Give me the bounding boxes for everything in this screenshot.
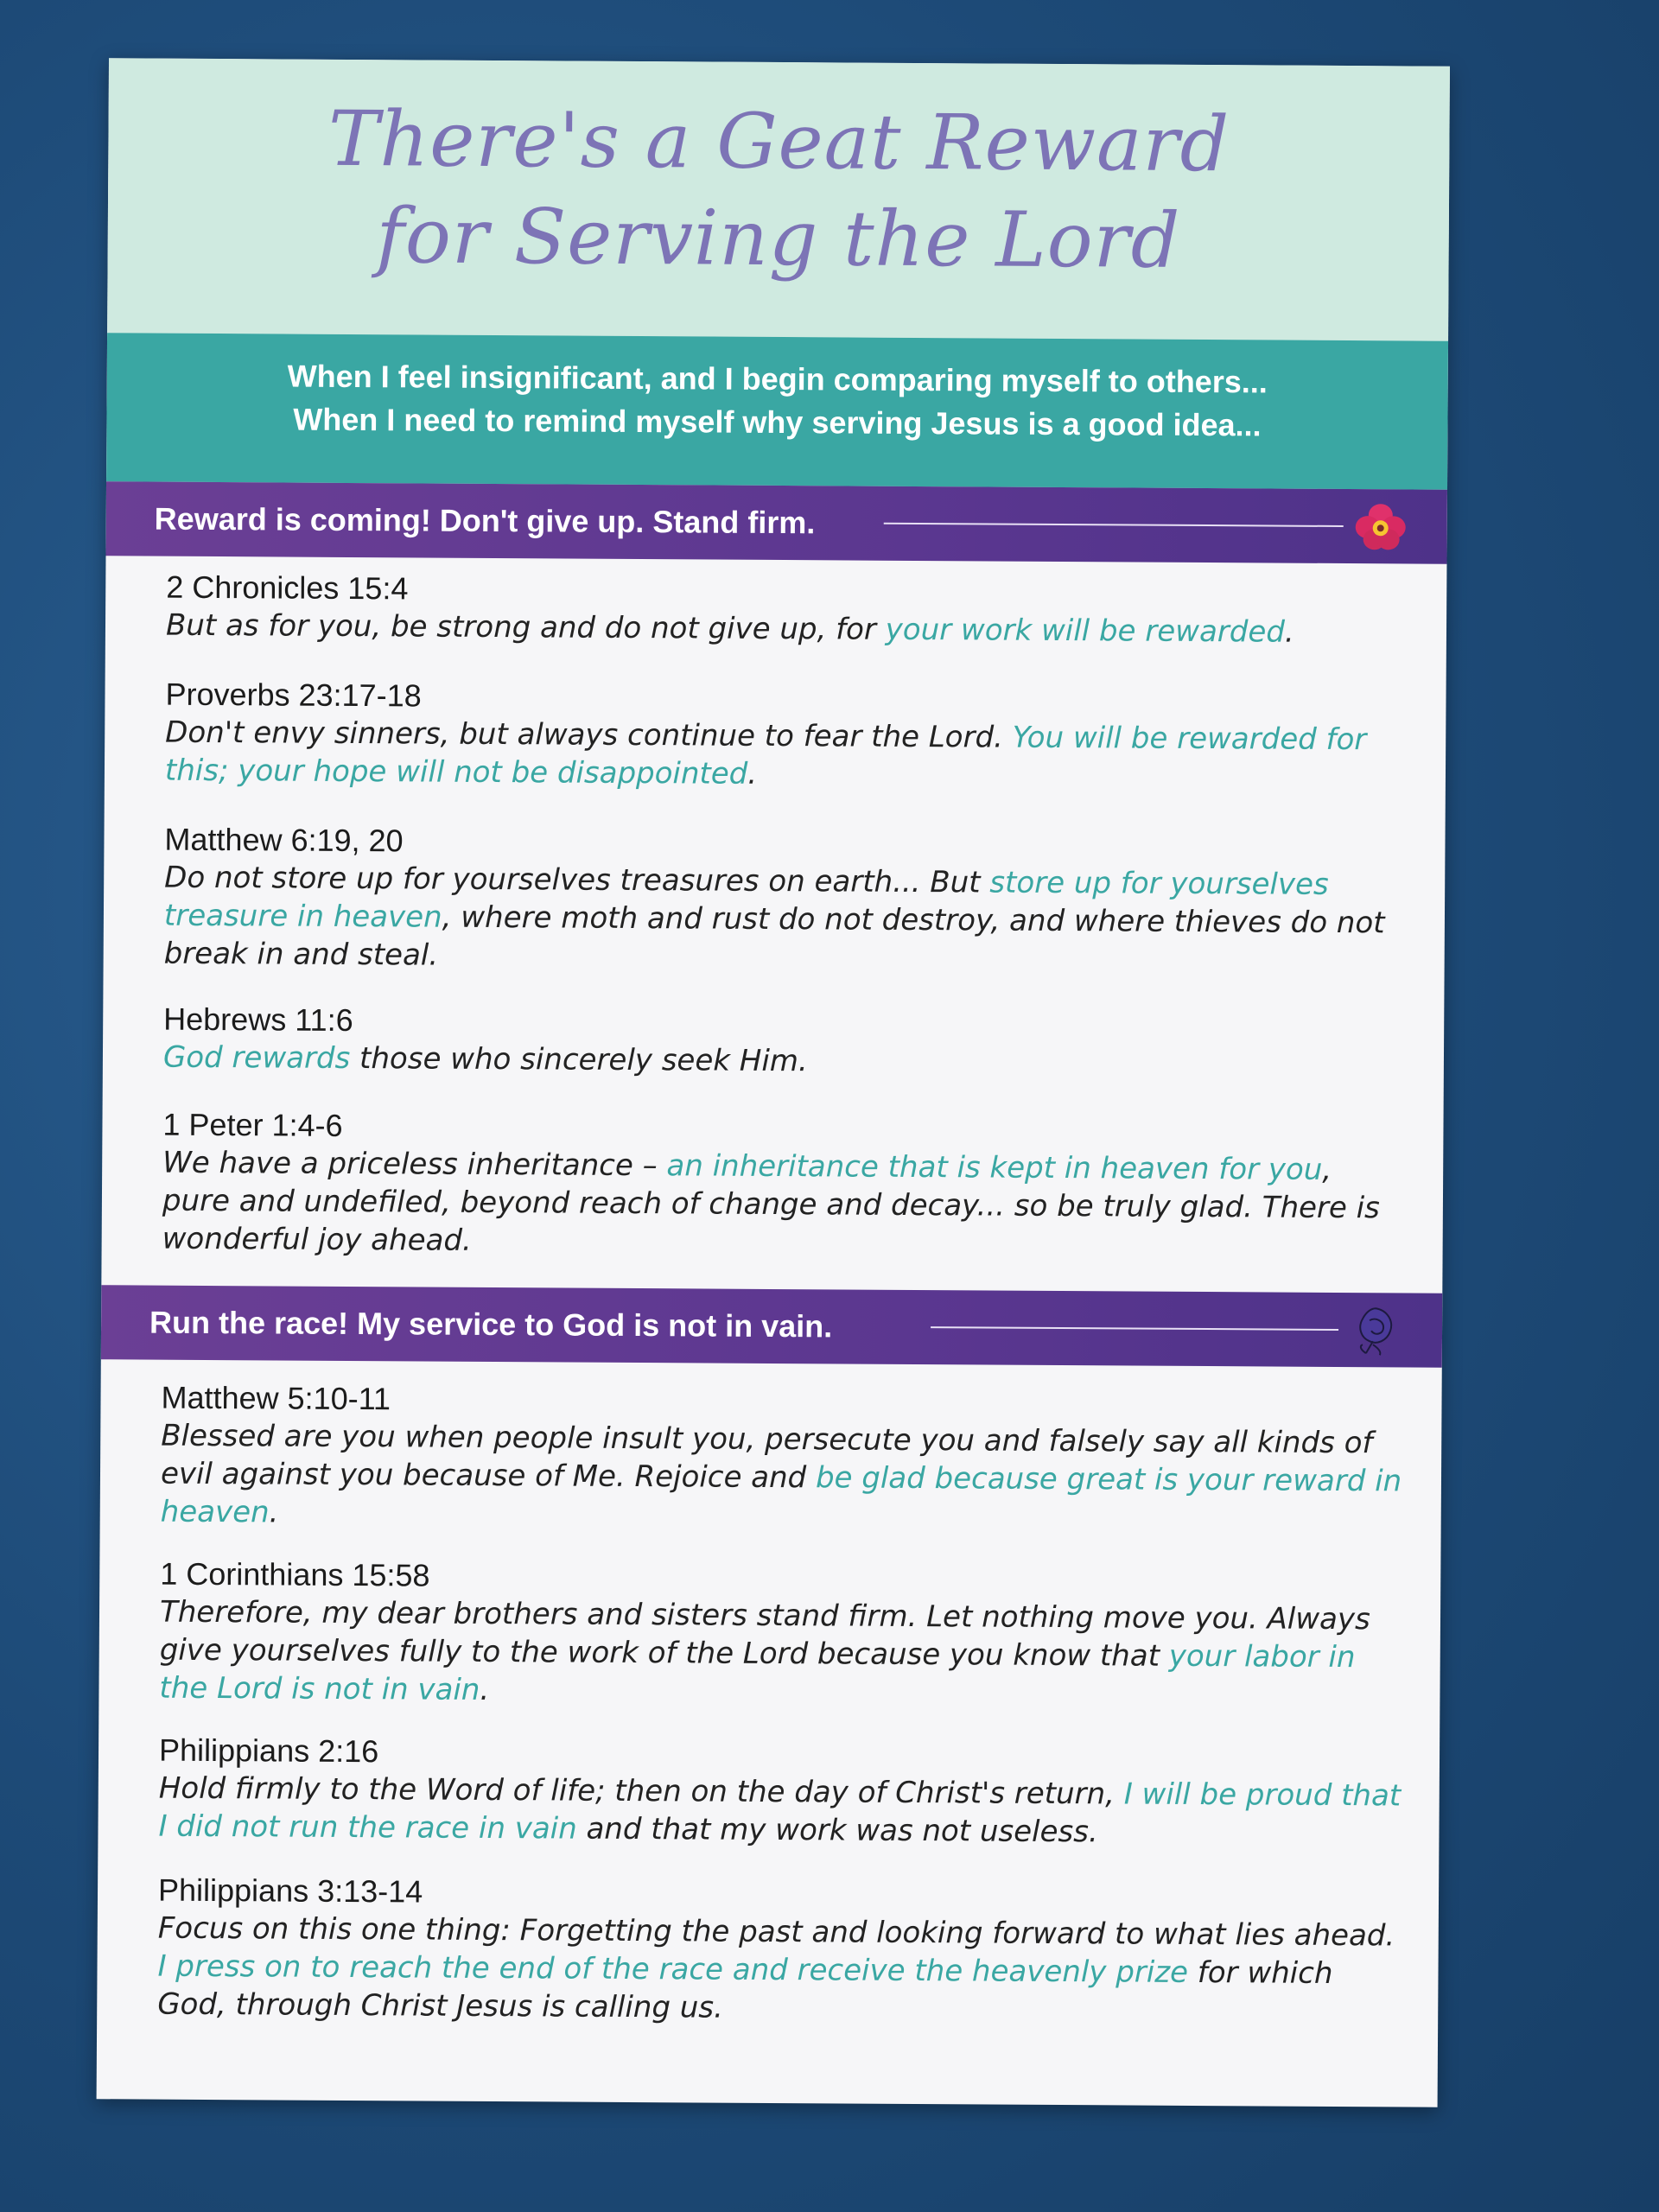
subtitle bbox=[106, 353, 1448, 448]
verse-reference: Proverbs 23:17-18 bbox=[165, 676, 422, 714]
verse-block bbox=[163, 1001, 1408, 1084]
verse-reference: Hebrews 11:6 bbox=[163, 1001, 353, 1039]
verse-reference: Matthew 6:19, 20 bbox=[164, 821, 404, 859]
section-1-verses bbox=[105, 568, 1446, 1258]
verse-reference: Matthew 5:10-11 bbox=[161, 1379, 391, 1417]
rose-icon bbox=[1347, 1301, 1404, 1358]
verse-block bbox=[161, 1379, 1406, 1539]
verse-reference: 1 Corinthians 15:58 bbox=[160, 1555, 430, 1593]
verse-reference: Philippians 2:16 bbox=[158, 1732, 379, 1770]
title-line-1: There's a Geat Reward bbox=[327, 93, 1230, 189]
card-title bbox=[107, 89, 1449, 290]
subtitle-line-2: When I need to remind myself why serving Jesus is a good idea... bbox=[293, 401, 1262, 443]
verse-reference: 1 Peter 1:4-6 bbox=[162, 1106, 343, 1143]
section-2-verses bbox=[101, 1378, 1442, 2025]
heading-rule bbox=[884, 523, 1344, 527]
verse-text: Don't envy sinners, but always continue to fear the Lord. You will be rewarded for this; your hope will not be disappointed. bbox=[164, 715, 1367, 791]
section-1-heading: Reward is coming! Don't give up. Stand firm. bbox=[154, 500, 816, 541]
verse-block bbox=[159, 1555, 1404, 1715]
section-2-heading-bar bbox=[101, 1285, 1442, 1367]
section-1-heading-bar bbox=[105, 481, 1446, 563]
verse-text: Do not store up for yourselves treasures on earth... But store up for yourselves treasure in heaven, where moth and rust do not destroy, and where thieves do not break in and steal. bbox=[163, 860, 1385, 973]
verse-block bbox=[158, 1732, 1403, 1853]
title-line-2: for Serving the Lord bbox=[376, 191, 1181, 285]
verse-reference: Philippians 3:13-14 bbox=[157, 1872, 423, 1910]
title-band bbox=[107, 58, 1450, 340]
verse-block bbox=[166, 569, 1411, 652]
verse-reference: 2 Chronicles 15:4 bbox=[166, 569, 409, 607]
verse-text: But as for you, be strong and do not give up, for your work will be rewarded. bbox=[165, 607, 1294, 650]
flower-icon bbox=[1352, 498, 1409, 555]
verse-text: We have a priceless inheritance – an inheritance that is kept in heaven for you, pure and undefiled, beyond reach of change and decay... so be truly glad. There is wonderful joy ahead. bbox=[162, 1145, 1380, 1258]
verse-text: Blessed are you when people insult you, persecute you and falsely say all kinds of evil against you because of Me. Rejoice and be glad because great is your reward in heaven. bbox=[160, 1418, 1402, 1530]
verse-text: Hold firmly to the Word of life; then on the day of Christ's return, I will be proud that I did not run the race in vain and that my work was not useless. bbox=[158, 1770, 1402, 1850]
subtitle-line-1: When I feel insignificant, and I begin comparing myself to others... bbox=[287, 358, 1268, 400]
heading-rule bbox=[931, 1326, 1338, 1331]
section-2-heading: Run the race! My service to God is not in vain. bbox=[149, 1304, 833, 1344]
verse-text: Focus on this one thing: Forgetting the past and looking forward to what lies ahead. I press on to reach the end of the race and receive the heavenly prize for which God, through Christ Jesus is calling us. bbox=[157, 1910, 1395, 2025]
verse-block bbox=[165, 676, 1410, 798]
reward-card bbox=[97, 58, 1450, 2107]
verse-block bbox=[157, 1872, 1402, 2031]
verse-text: God rewards those who sincerely seek Him. bbox=[162, 1039, 808, 1079]
verse-block bbox=[162, 1106, 1408, 1266]
subtitle-band bbox=[106, 333, 1448, 489]
verse-text: Therefore, my dear brothers and sisters stand firm. Let nothing move you. Always give yourselves fully to the work of the Lord because you know that your labor in the Lord is not in vain. bbox=[159, 1594, 1370, 1707]
verse-block bbox=[164, 821, 1409, 981]
